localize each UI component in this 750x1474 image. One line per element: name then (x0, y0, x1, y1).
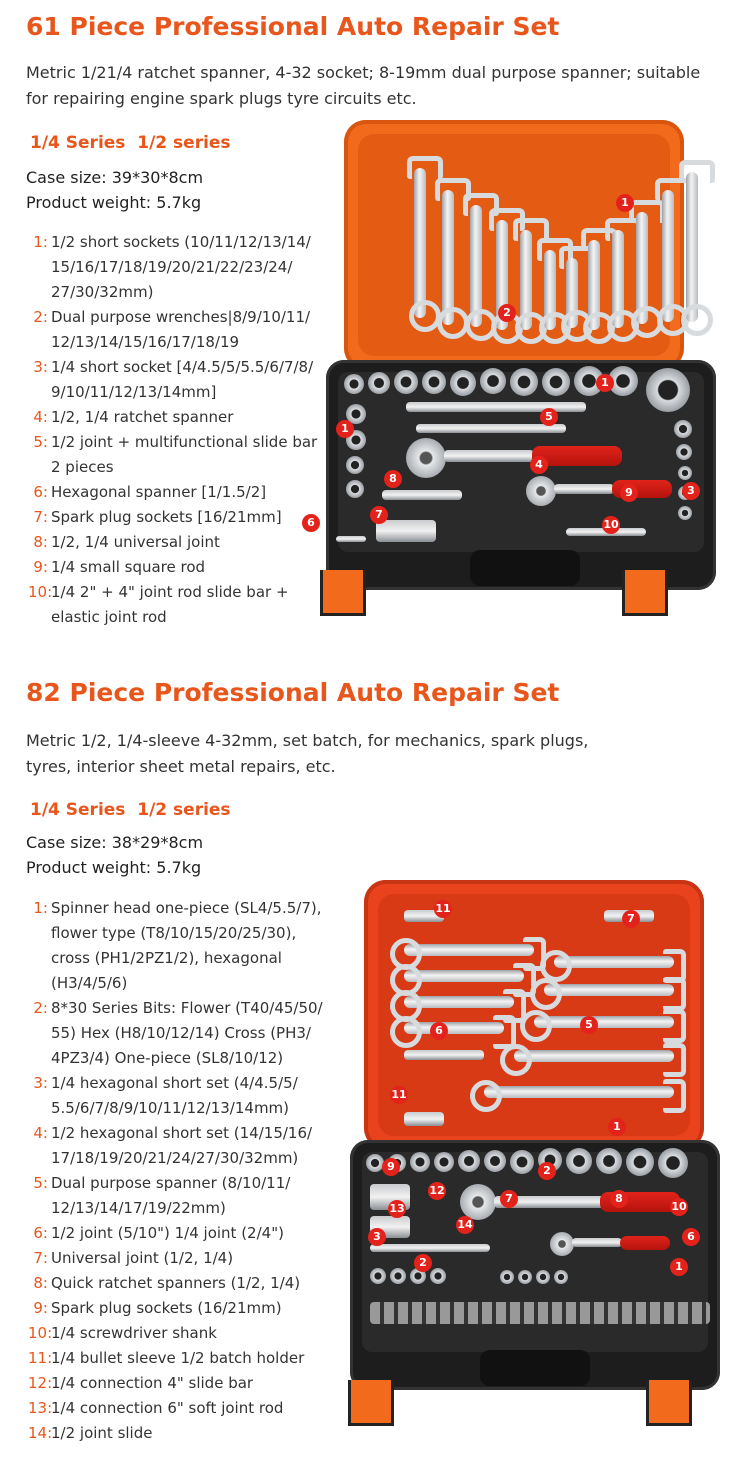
parts-list (28, 896, 338, 1446)
set-82-section (0, 660, 750, 1474)
parts-list (28, 230, 318, 630)
list-item: 13: 1/4 connection 6" soft joint rod (28, 1399, 284, 1417)
product-weight: Product weight: 5.7kg (26, 858, 202, 877)
series-label: 1/4 Series 1/2 series (30, 133, 231, 153)
list-item: 5: Dual purpose spanner (8/10/11/ 12/13/14/17/19/22mm) (33, 1174, 291, 1217)
callout-badge: 2 (498, 304, 516, 322)
callout-badge: 4 (530, 456, 548, 474)
set-61-section (0, 0, 750, 660)
callout-badge: 5 (540, 408, 558, 426)
list-item: 1: Spinner head one-piece (SL4/5.5/7), flower type (T8/10/15/20/25/30), cross (PH1/2PZ1/2), hexagonal (H3/4/5/6) (33, 899, 322, 992)
callout-badge: 14 (456, 1216, 474, 1234)
list-item: 12: 1/4 connection 4" slide bar (28, 1374, 254, 1392)
set-description: Metric 1/2, 1/4-sleeve 4-32mm, set batch, for mechanics, spark plugs, tyres, interior sheet metal repairs, etc. (26, 731, 589, 776)
list-item: 8: 1/2, 1/4 universal joint (33, 533, 220, 551)
callout-badge: 6 (682, 1228, 700, 1246)
list-item: 10: 1/4 2" + 4" joint rod slide bar + elastic joint rod (28, 583, 289, 626)
callout-badge: 6 (302, 514, 320, 532)
callout-badge: 8 (610, 1190, 628, 1208)
set-description: Metric 1/21/4 ratchet spanner, 4-32 socket; 8-19mm dual purpose spanner; suitable for repairing engine spark plugs tyre circuits etc. (26, 63, 701, 108)
callout-badge: 9 (382, 1158, 400, 1176)
list-item: 3: 1/4 hexagonal short set (4/4.5/5/ 5.5/6/7/8/9/10/11/12/13/14mm) (33, 1074, 298, 1117)
callout-badge: 10 (670, 1198, 688, 1216)
callout-badge: 1 (616, 194, 634, 212)
tool-case-image (300, 120, 720, 620)
list-item: 5: 1/2 joint + multifunctional slide bar 2 pieces (33, 433, 318, 476)
list-item: 2: 8*30 Series Bits: Flower (T40/45/50/ 55) Hex (H8/10/12/14) Cross (PH3/ 4PZ3/4) One-piece (SL8/10/12) (33, 999, 323, 1067)
callout-badge: 11 (390, 1086, 408, 1104)
list-item: 9: Spark plug sockets (16/21mm) (33, 1299, 282, 1317)
list-item: 10: 1/4 screwdriver shank (28, 1324, 217, 1342)
list-item: 7: Universal joint (1/2, 1/4) (33, 1249, 234, 1267)
callout-badge: 7 (370, 506, 388, 524)
callout-badge: 9 (620, 484, 638, 502)
list-item: 4: 1/2 hexagonal short set (14/15/16/ 17/18/19/20/21/24/27/30/32mm) (33, 1124, 313, 1167)
callout-badge: 1 (336, 420, 354, 438)
callout-badge: 3 (368, 1228, 386, 1246)
set-title: 82 Piece Professional Auto Repair Set (26, 678, 560, 707)
callout-badge: 13 (388, 1200, 406, 1218)
list-item: 6: Hexagonal spanner [1/1.5/2] (33, 483, 267, 501)
callout-badge: 8 (384, 470, 402, 488)
list-item: 4: 1/2, 1/4 ratchet spanner (33, 408, 234, 426)
list-item: 8: Quick ratchet spanners (1/2, 1/4) (33, 1274, 301, 1292)
callout-badge: 1 (608, 1118, 626, 1136)
list-item: 9: 1/4 small square rod (33, 558, 206, 576)
case-lid (364, 880, 704, 1150)
list-item: 1: 1/2 short sockets (10/11/12/13/14/ 15/16/17/18/19/20/21/22/23/24/ 27/30/32mm) (33, 233, 311, 301)
list-item: 2: Dual purpose wrenches|8/9/10/11/ 12/13/14/15/16/17/18/19 (33, 308, 311, 351)
callout-badge: 12 (428, 1182, 446, 1200)
list-item: 3: 1/4 short socket [4/4.5/5/5.5/6/7/8/ 9/10/11/12/13/14mm] (33, 358, 314, 401)
tool-case-image (330, 880, 730, 1470)
callout-badge: 7 (622, 910, 640, 928)
callout-badge: 1 (596, 374, 614, 392)
case-size: Case size: 38*29*8cm (26, 833, 204, 852)
callout-badge: 10 (602, 516, 620, 534)
callout-badge: 2 (538, 1162, 556, 1180)
callout-badge: 3 (682, 482, 700, 500)
list-item: 6: 1/2 joint (5/10") 1/4 joint (2/4") (33, 1224, 284, 1242)
callout-badge: 11 (434, 900, 452, 918)
case-lid (344, 120, 684, 370)
set-title: 61 Piece Professional Auto Repair Set (26, 12, 560, 41)
case-size: Case size: 39*30*8cm (26, 168, 204, 187)
list-item: 11: 1/4 bullet sleeve 1/2 batch holder (28, 1349, 305, 1367)
callout-badge: 6 (430, 1022, 448, 1040)
list-item: 7: Spark plug sockets [16/21mm] (33, 508, 282, 526)
product-weight: Product weight: 5.7kg (26, 193, 202, 212)
callout-badge: 1 (670, 1258, 688, 1276)
callout-badge: 7 (500, 1190, 518, 1208)
list-item: 14: 1/2 joint slide (28, 1424, 153, 1442)
callout-badge: 5 (580, 1016, 598, 1034)
callout-badge: 2 (414, 1254, 432, 1272)
series-label: 1/4 Series 1/2 series (30, 800, 231, 820)
